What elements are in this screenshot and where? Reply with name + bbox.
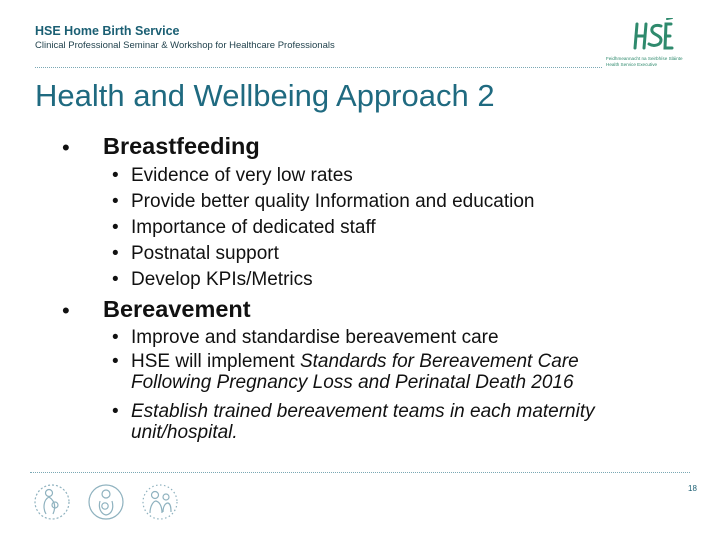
list-item-text: Develop KPIs/Metrics	[131, 269, 313, 290]
family-care-icon	[140, 481, 180, 523]
footer-icons	[32, 481, 202, 525]
list-bullet: •	[112, 191, 119, 212]
header-subtitle: Clinical Professional Seminar & Workshop for Healthcare Professionals	[35, 40, 335, 51]
list-item	[112, 400, 682, 448]
list-item-text: Provide better quality Information and education	[131, 191, 535, 212]
list-bullet: •	[112, 165, 119, 186]
list-bullet: •	[112, 351, 119, 372]
list-bullet: •	[112, 401, 119, 422]
list-bullet: •	[112, 327, 119, 348]
header-title: HSE Home Birth Service	[35, 24, 180, 38]
list-item-text-continued	[131, 421, 238, 445]
section-heading-bereavement: Bereavement	[103, 296, 251, 322]
page-number: 18	[688, 484, 697, 493]
section-bullet: •	[62, 298, 70, 323]
hse-logo-caption	[606, 56, 702, 67]
slide-title: Health and Wellbeing Approach 2	[35, 78, 495, 113]
list-item-text-continued	[131, 371, 574, 395]
hse-logo-english-name: Health Service Executive	[606, 61, 658, 67]
list-item-text: Importance of dedicated staff	[131, 217, 376, 238]
header-divider	[35, 67, 602, 68]
list-item	[112, 350, 682, 398]
list-item-italic-line1: Establish trained bereavement teams in each maternity	[131, 401, 595, 422]
footer-divider	[30, 472, 690, 473]
list-item-prefix: HSE will implement	[131, 351, 300, 372]
breastfeeding-list	[112, 163, 632, 293]
list-item	[112, 326, 682, 350]
list-item	[112, 215, 632, 241]
list-item	[112, 241, 632, 267]
list-item-text: Improve and standardise bereavement care	[131, 327, 499, 348]
section-heading-breastfeeding: Breastfeeding	[103, 133, 260, 159]
list-item-text: Evidence of very low rates	[131, 165, 353, 186]
hse-logo-mark-icon	[630, 18, 676, 54]
section-bullet: •	[62, 135, 70, 160]
mother-baby-icon	[32, 481, 72, 523]
hse-logo-irish-name: Feidhmeannacht na Seirbhíse Sláinte	[606, 56, 683, 61]
list-item-text: Postnatal support	[131, 243, 279, 264]
bereavement-list	[112, 326, 682, 450]
list-item-italic-line2: unit/hospital.	[131, 422, 238, 443]
list-item	[112, 163, 632, 189]
breastfeeding-icon	[86, 481, 126, 523]
list-bullet: •	[112, 269, 119, 290]
standards-title-line2: Following Pregnancy Loss and Perinatal Death 2016	[131, 372, 574, 393]
list-item	[112, 189, 632, 215]
list-bullet: •	[112, 243, 119, 264]
list-item	[112, 267, 632, 293]
hse-logo	[606, 18, 702, 70]
standards-title-line1: Standards for Bereavement Care	[299, 351, 579, 372]
list-bullet: •	[112, 217, 119, 238]
